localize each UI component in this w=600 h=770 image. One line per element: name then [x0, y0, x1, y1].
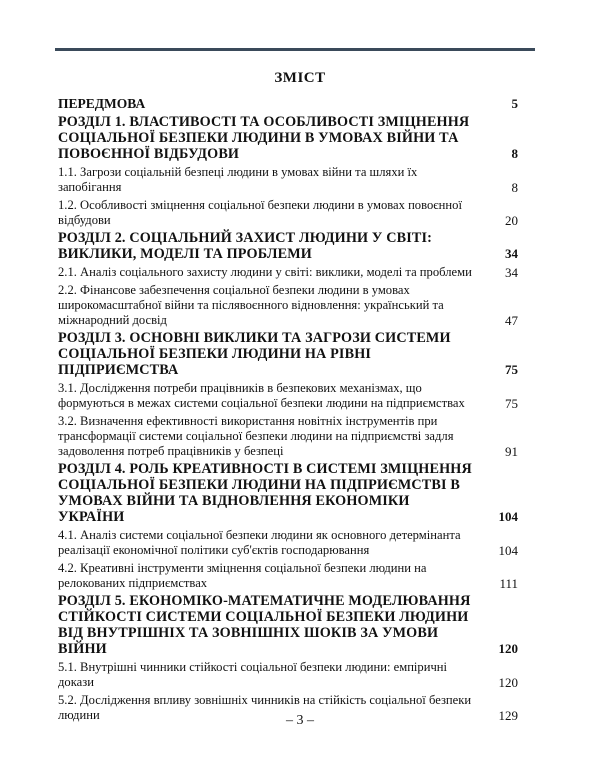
toc-entry-text: РОЗДІЛ 5. ЕКОНОМІКО-МАТЕМАТИЧНЕ МОДЕЛЮВАННЯ СТІЙКОСТІ СИСТЕМИ СОЦІАЛЬНОЇ БЕЗПЕКИ ЛЮДИНИ ВІД ВНУТРІШНІХ ТА ЗОВНІШНІХ ШОКІВ ЗА УМОВИ ВІЙНИ	[58, 593, 471, 657]
toc-entry-section-2-2[interactable]	[58, 283, 518, 328]
toc-entry-page: 8	[511, 180, 518, 195]
toc-entry-page: 91	[505, 444, 518, 459]
toc-entry-page: 47	[505, 313, 518, 328]
toc-entry-text: 2.1. Аналіз соціального захисту людини у світі: виклики, моделі та проблеми	[58, 265, 472, 279]
toc-entry-section-4-2[interactable]	[58, 561, 518, 591]
toc-entry-text: 1.2. Особливості зміцнення соціальної безпеки людини в умовах повоєнної відбудови	[58, 198, 462, 227]
toc-entry-page: 75	[505, 396, 518, 411]
toc-entry-page: 20	[505, 213, 518, 228]
toc-entry-chapter-3[interactable]	[58, 330, 518, 378]
toc-entry-page: 8	[511, 146, 518, 161]
toc-entry-page: 129	[498, 708, 518, 723]
toc-entry-section-4-1[interactable]	[58, 528, 518, 558]
toc-entry-foreword[interactable]	[58, 96, 518, 112]
page-title: ЗМІСТ	[274, 70, 326, 86]
toc-entry-text: 1.1. Загрози соціальній безпеці людини в умовах війни та шляхи їх запобігання	[58, 165, 418, 194]
toc-entry-page: 120	[498, 641, 518, 656]
toc-entry-page: 5	[511, 96, 518, 111]
toc-entry-section-1-2[interactable]	[58, 198, 518, 228]
toc-entry-section-3-2[interactable]	[58, 414, 518, 459]
toc-entry-section-2-1[interactable]	[58, 265, 518, 280]
toc-entry-text: 3.2. Визначення ефективності використання новітніх інструментів при трансформації системи соціальної безпеки людини на підприємстві задля задоволення потреб працівників у безпеці	[58, 414, 454, 458]
toc-entry-text: РОЗДІЛ 4. РОЛЬ КРЕАТИВНОСТІ В СИСТЕМІ ЗМІЦНЕННЯ СОЦІАЛЬНОЇ БЕЗПЕКИ ЛЮДИНИ НА ПІДПРИЄМСТВІ В УМОВАХ ВІЙНИ ТА ВІДНОВЛЕННЯ ЕКОНОМІКИ УКРАЇНИ	[58, 461, 472, 525]
toc-entry-text: ПЕРЕДМОВА	[58, 96, 146, 111]
toc-entry-text: 4.1. Аналіз системи соціальної безпеки людини як основного детермінанта реалізації економічної політики суб'єктів господарювання	[58, 528, 461, 557]
page-number: – 3 –	[286, 713, 314, 728]
toc-entry-page: 120	[498, 675, 518, 690]
toc-entry-text: РОЗДІЛ 2. СОЦІАЛЬНИЙ ЗАХИСТ ЛЮДИНИ У СВІТІ: ВИКЛИКИ, МОДЕЛІ ТА ПРОБЛЕМИ	[58, 230, 433, 262]
toc-entry-page: 111	[499, 576, 518, 591]
toc-entry-chapter-2[interactable]	[58, 230, 518, 262]
toc-entry-chapter-4[interactable]	[58, 461, 518, 525]
toc-entry-page: 75	[505, 362, 518, 377]
toc-entry-text: 4.2. Креативні інструменти зміцнення соціальної безпеки людини на релокованих підприємствах	[58, 561, 427, 590]
toc-entry-text: РОЗДІЛ 3. ОСНОВНІ ВИКЛИКИ ТА ЗАГРОЗИ СИСТЕМИ СОЦІАЛЬНОЇ БЕЗПЕКИ ЛЮДИНИ НА РІВНІ ПІДПРИЄМСТВА	[58, 330, 451, 378]
toc-entry-page: 104	[498, 509, 518, 524]
table-of-contents	[58, 96, 518, 723]
toc-entry-chapter-1[interactable]	[58, 114, 518, 162]
toc-entry-page: 34	[505, 265, 518, 280]
toc-entry-text: 2.2. Фінансове забезпечення соціальної безпеки людини в умовах широкомасштабної війни та післявоєнного відновлення: український та міжнародний досвід	[58, 283, 444, 327]
toc-entry-text: 5.1. Внутрішні чинники стійкості соціальної безпеки людини: емпіричні докази	[58, 660, 448, 689]
toc-entry-text: 5.2. Дослідження впливу зовнішніх чинників на стійкість соціальної безпеки людини	[58, 693, 472, 722]
toc-entry-section-5-1[interactable]	[58, 660, 518, 690]
toc-entry-chapter-5[interactable]	[58, 593, 518, 657]
top-rule	[55, 48, 535, 51]
toc-entry-page: 104	[498, 543, 518, 558]
toc-entry-text: РОЗДІЛ 1. ВЛАСТИВОСТІ ТА ОСОБЛИВОСТІ ЗМІЦНЕННЯ СОЦІАЛЬНОЇ БЕЗПЕКИ ЛЮДИНИ В УМОВАХ ВІЙНИ ТА ПОВОЄННОЇ ВІДБУДОВИ	[58, 114, 470, 162]
toc-entry-page: 34	[505, 246, 518, 261]
toc-entry-section-1-1[interactable]	[58, 165, 518, 195]
toc-entry-text: 3.1. Дослідження потреби працівників в безпекових механізмах, що формуються в межах системи соціальної безпеки людини на підприємствах	[58, 381, 465, 410]
toc-entry-section-3-1[interactable]	[58, 381, 518, 411]
